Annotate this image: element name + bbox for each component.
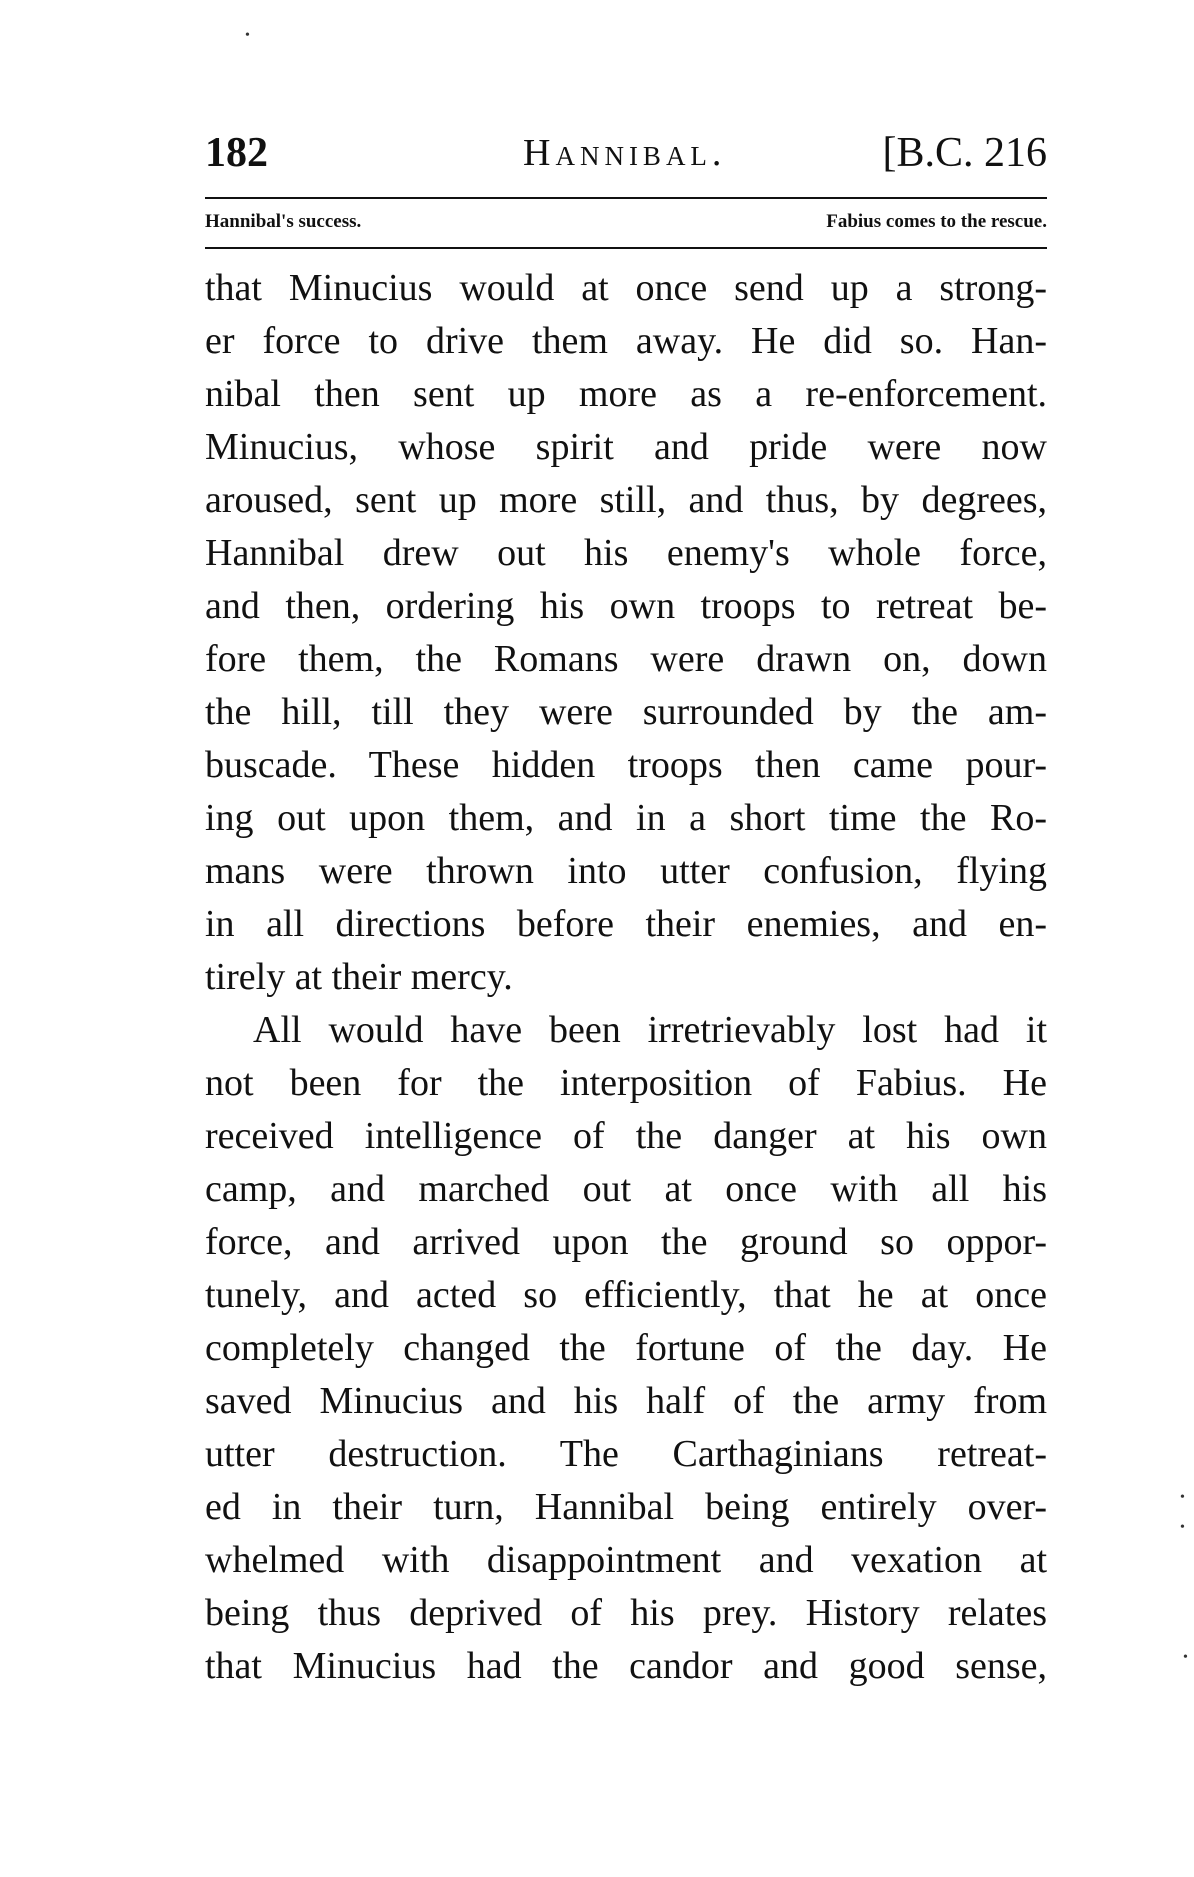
text-line: buscade. These hidden troops then came pour- (205, 744, 1047, 786)
text-line: that Minucius would at once send up a strong- (205, 267, 1047, 309)
text-line: and then, ordering his own troops to retreat be- (205, 585, 1047, 627)
text-line: All would have been irretrievably lost had it (253, 1009, 1047, 1051)
text-line: fore them, the Romans were drawn on, down (205, 638, 1047, 680)
sidenote-left: Hannibal's success. (205, 211, 362, 232)
print-speck: • (1183, 1650, 1188, 1665)
text-line: ing out upon them, and in a short time the Ro- (205, 797, 1047, 839)
print-speck: • (1180, 1490, 1185, 1505)
text-line: in all directions before their enemies, and en- (205, 903, 1047, 945)
marginal-notes (205, 208, 1047, 236)
text-line: aroused, sent up more still, and thus, by degrees, (205, 479, 1047, 521)
text-line: received intelligence of the danger at his own (205, 1115, 1047, 1157)
paragraph-1 (205, 262, 1047, 1004)
text-line: whelmed with disappointment and vexation at (205, 1539, 1047, 1581)
text-line: not been for the interposition of Fabius. He (205, 1062, 1047, 1104)
text-line: nibal then sent up more as a re-enforcement. (205, 373, 1047, 415)
date-marker: [B.C. 216 (882, 130, 1047, 176)
running-title: Hannibal. (523, 132, 727, 174)
sidenote-rule (205, 247, 1047, 249)
paragraph-2 (205, 1004, 1047, 1693)
text-line: that Minucius had the candor and good sense, (205, 1645, 1047, 1687)
page-header (205, 128, 1047, 178)
print-speck: • (1180, 1520, 1185, 1535)
text-line: camp, and marched out at once with all his (205, 1168, 1047, 1210)
text-line: force, and arrived upon the ground so oppor- (205, 1221, 1047, 1263)
text-line: Hannibal drew out his enemy's whole force, (205, 532, 1047, 574)
body-text (205, 262, 1047, 1693)
text-line: saved Minucius and his half of the army from (205, 1380, 1047, 1422)
text-line: tunely, and acted so efficiently, that he at once (205, 1274, 1047, 1316)
text-line: the hill, till they were surrounded by the am- (205, 691, 1047, 733)
header-rule (205, 197, 1047, 199)
text-line: ed in their turn, Hannibal being entirely over- (205, 1486, 1047, 1528)
text-line: completely changed the fortune of the day. He (205, 1327, 1047, 1369)
text-line: being thus deprived of his prey. History relates (205, 1592, 1047, 1634)
text-line: Minucius, whose spirit and pride were now (205, 426, 1047, 468)
page-number: 182 (205, 130, 268, 176)
print-speck: • (245, 28, 250, 43)
sidenote-right: Fabius comes to the rescue. (826, 211, 1047, 232)
text-line: er force to drive them away. He did so. Han- (205, 320, 1047, 362)
text-line: utter destruction. The Carthaginians retreat- (205, 1433, 1047, 1475)
text-line: tirely at their mercy. (205, 956, 513, 998)
text-line: mans were thrown into utter confusion, flying (205, 850, 1047, 892)
